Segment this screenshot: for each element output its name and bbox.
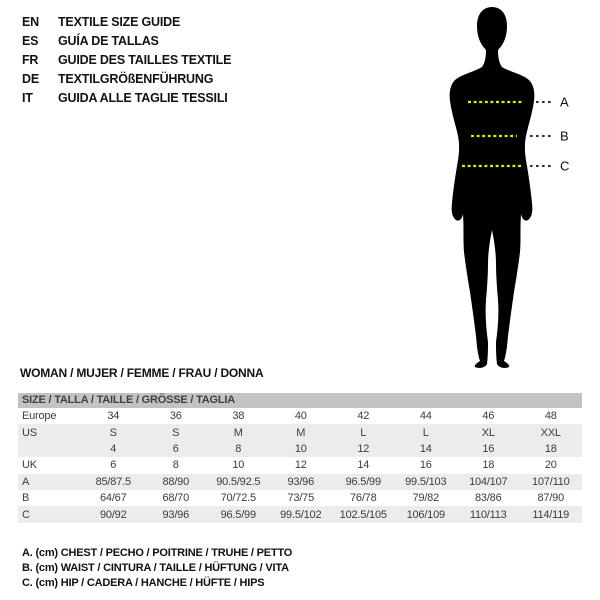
size-cell: 99.5/102 — [280, 508, 322, 521]
size-cell: 114/119 — [532, 508, 570, 521]
size-cell: 70/72.5 — [220, 492, 256, 505]
size-cell: 76/78 — [349, 492, 377, 505]
lang-row-de — [22, 70, 231, 89]
size-cell: 16 — [482, 442, 495, 455]
size-cell: 18 — [544, 442, 557, 455]
size-cell: 14 — [357, 459, 370, 472]
legend-hip: C. (cm) HIP / CADERA / HANCHE / HÜFTE / HIPS — [22, 577, 265, 589]
size-row-label: US — [22, 426, 37, 439]
size-cell: 10 — [232, 459, 245, 472]
size-row-label: B — [22, 492, 30, 505]
size-table-row — [18, 506, 582, 522]
size-cell: 36 — [169, 410, 182, 423]
size-cell: 87/90 — [537, 492, 565, 505]
size-cell: 85/87.5 — [95, 475, 131, 488]
section-title: WOMAN / MUJER / FEMME / FRAU / DONNA — [20, 366, 264, 380]
size-cell: 4 — [110, 442, 117, 455]
size-table-row — [18, 474, 582, 490]
size-cell: 64/67 — [99, 492, 127, 505]
size-cell: 10 — [294, 442, 307, 455]
size-cell: 110/113 — [469, 508, 507, 521]
size-cell: 90/92 — [99, 508, 127, 521]
lang-row-it — [22, 89, 231, 108]
size-table-row — [18, 441, 582, 457]
size-cell: 44 — [419, 410, 432, 423]
lang-code: IT — [22, 91, 33, 105]
size-cell: 107/110 — [531, 475, 570, 488]
legend-chest: A. (cm) CHEST / PECHO / POITRINE / TRUHE / PETTO — [22, 547, 293, 559]
size-cell: 34 — [107, 410, 120, 423]
size-cell: 79/82 — [412, 492, 440, 505]
lang-label: GUIDE DES TAILLES TEXTILE — [58, 53, 232, 67]
size-cell: M — [233, 426, 243, 439]
size-cell: 12 — [357, 442, 370, 455]
size-cell: 12 — [294, 459, 307, 472]
lang-label: GUÍA DE TALLAS — [58, 34, 159, 48]
size-cell: 93/96 — [287, 475, 315, 488]
size-table — [18, 408, 582, 523]
size-cell: 18 — [482, 459, 495, 472]
size-cell: 14 — [419, 442, 432, 455]
size-table-body — [18, 408, 582, 523]
size-cell: M — [296, 426, 306, 439]
size-row-label: C — [22, 508, 30, 521]
size-table-header: SIZE / TALLA / TAILLE / GRÖSSE / TAGLIA — [18, 393, 582, 408]
size-cell: 106/109 — [406, 508, 445, 521]
size-cell: 90.5/92.5 — [216, 475, 261, 488]
measurement-legend — [22, 546, 292, 591]
size-row-label — [18, 441, 82, 457]
waist-marker-label: B — [560, 128, 569, 144]
woman-silhouette-icon — [450, 7, 535, 368]
legend-waist: B. (cm) WAIST / CINTURA / TAILLE / HÜFTUNG / VITA — [22, 562, 289, 574]
size-cell: 38 — [232, 410, 245, 423]
size-cell: 46 — [482, 410, 495, 423]
size-table-row — [18, 457, 582, 473]
size-cell: 73/75 — [287, 492, 315, 505]
size-cell: 48 — [544, 410, 557, 423]
hip-marker-label: C — [560, 158, 570, 174]
lang-code: FR — [22, 53, 39, 67]
lang-row-es — [22, 32, 231, 51]
size-cell: 99.5/103 — [405, 475, 447, 488]
lang-label: GUIDA ALLE TAGLIE TESSILI — [58, 91, 228, 105]
size-cell: 40 — [294, 410, 307, 423]
size-row-label: A — [22, 475, 30, 488]
size-cell: 93/96 — [162, 508, 190, 521]
lang-code: ES — [22, 34, 39, 48]
lang-code: EN — [22, 15, 39, 29]
woman-silhouette-figure — [428, 0, 598, 380]
size-cell: 96.5/99 — [345, 475, 381, 488]
size-cell: 88/90 — [162, 475, 190, 488]
size-cell: 8 — [235, 442, 242, 455]
size-cell: XXL — [540, 426, 561, 439]
size-cell: 102.5/105 — [339, 508, 387, 521]
lang-label: TEXTILE SIZE GUIDE — [58, 15, 181, 29]
size-table-row — [18, 424, 582, 440]
lang-label: TEXTILGRÖßENFÜHRUNG — [58, 72, 214, 86]
size-table-row — [18, 408, 582, 424]
size-cell: XL — [481, 426, 495, 439]
size-cell: L — [422, 426, 429, 439]
lang-row-fr — [22, 51, 231, 70]
lang-code: DE — [22, 72, 39, 86]
size-cell: 16 — [419, 459, 432, 472]
size-row-label: UK — [22, 459, 37, 472]
size-cell: L — [360, 426, 367, 439]
size-cell: 20 — [544, 459, 557, 472]
size-cell: S — [109, 426, 117, 439]
size-cell: 6 — [110, 459, 117, 472]
chest-marker-label: A — [560, 94, 569, 110]
size-cell: 96.5/99 — [220, 508, 256, 521]
size-cell: S — [172, 426, 180, 439]
size-cell: 68/70 — [162, 492, 190, 505]
size-row-label: Europe — [22, 410, 57, 423]
size-table-row — [18, 490, 582, 506]
size-cell: 8 — [172, 459, 179, 472]
lang-row-en — [22, 13, 231, 32]
size-cell: 104/107 — [469, 475, 508, 488]
size-cell: 42 — [357, 410, 370, 423]
language-list — [22, 13, 231, 108]
size-cell: 6 — [172, 442, 179, 455]
size-cell: 83/86 — [474, 492, 502, 505]
